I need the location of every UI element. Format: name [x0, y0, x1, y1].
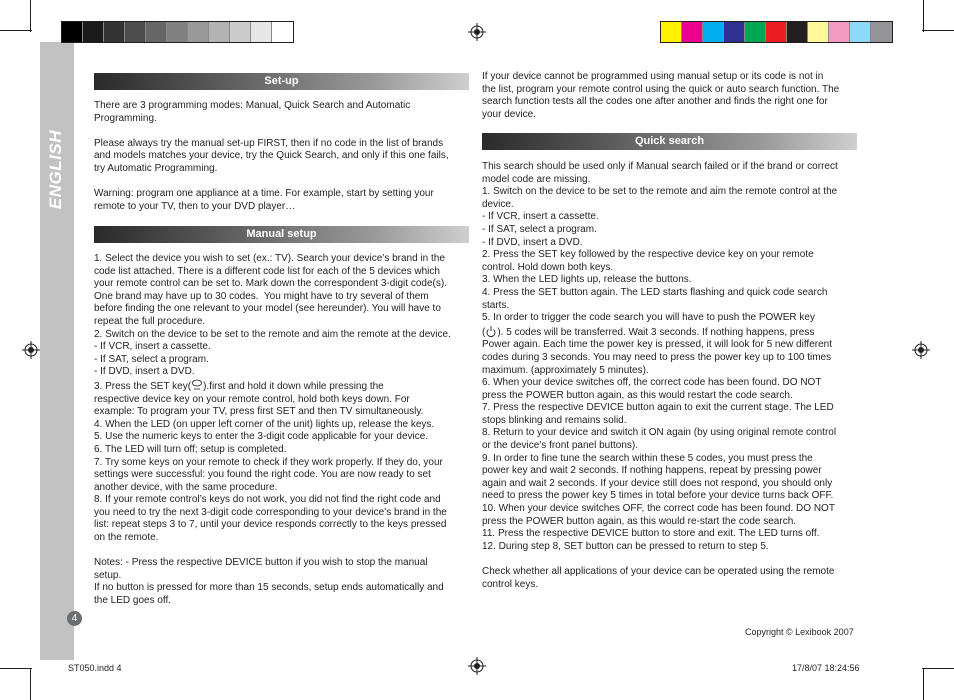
text-line: setup. — [94, 569, 122, 581]
text-line: and models matches your device, try the Quick Search, and only if this one fails, — [94, 150, 449, 162]
crop-mark — [0, 668, 32, 669]
text-line: - If SAT, select a program. — [482, 223, 597, 235]
text-line: - If SAT, select a program. — [94, 353, 209, 365]
color-swatch — [745, 22, 766, 42]
text-line: 7. Press the respective DEVICE button again to exit the current stage. The LED — [482, 402, 834, 414]
power-text-pre: ( — [482, 326, 486, 338]
color-swatch — [62, 22, 83, 42]
color-swatch — [230, 22, 251, 42]
text-line: 2. Press the SET key followed by the respective device key on your remote — [482, 249, 814, 261]
page-number: 4 — [67, 611, 82, 626]
color-swatch — [104, 22, 125, 42]
color-swatch — [850, 22, 871, 42]
manual-setup-header: Manual setup — [94, 226, 469, 243]
text-line: code list attached. There is a different code list for each of the 5 devices which — [94, 265, 440, 277]
text-line: - If VCR, insert a cassette. — [94, 341, 211, 353]
crop-mark — [30, 0, 31, 32]
text-line: stops blinking and remains solid. — [482, 414, 627, 426]
color-swatch — [724, 22, 745, 42]
text-line: There are 3 programming modes: Manual, Quick Search and Automatic — [94, 100, 411, 111]
crop-mark — [923, 0, 924, 32]
text-line: Warning: program one appliance at a time. For example, start by setting your — [94, 188, 434, 200]
manual-setup-text — [94, 253, 472, 608]
text-line: try Automatic Programming. — [94, 162, 218, 174]
color-swatch — [125, 22, 146, 42]
color-swatch — [209, 22, 230, 42]
footer-file-info: ST050.indd 4 — [68, 663, 122, 673]
color-swatch — [787, 22, 808, 42]
text-line: 12. During step 8, SET button can be pressed to return to step 5. — [482, 540, 769, 552]
color-swatch — [661, 22, 682, 42]
text-line: 10. When your device switches OFF, the correct code has been found. DO NOT — [482, 503, 835, 515]
text-line: model code are missing. — [482, 173, 591, 185]
text-line: codes during 3 seconds. You may need to press the power key up to 100 times — [482, 351, 832, 363]
text-line: 6. The LED will turn off; setup is completed. — [94, 443, 287, 455]
registration-mark-icon — [468, 657, 486, 675]
text-line: again and wait 2 seconds. If your device still does not respond, you should only — [482, 477, 833, 489]
color-swatch — [871, 22, 892, 42]
text-line: device. — [482, 198, 514, 210]
text-line: 2. Switch on the device to be set to the remote and aim the remote at the device. — [94, 328, 451, 340]
text-line: Notes: - Press the respective DEVICE button if you wish to stop the manual — [94, 557, 428, 569]
text-line: starts. — [482, 299, 510, 311]
color-swatch — [829, 22, 850, 42]
text-line: need to press the power key 5 times in total before your device turns back OFF. — [482, 490, 834, 502]
crop-mark — [922, 30, 954, 31]
color-swatch — [766, 22, 787, 42]
text-line: before finding the one relevant to your model (see hereunder). You will have to — [94, 303, 441, 315]
text-line: respective device key on your remote control, hold both keys down. For — [94, 393, 410, 405]
text-line: 9. In order to fine tune the search within these 5 codes, you must press the — [482, 452, 813, 464]
step3-text-post: ).first and hold it down while pressing the — [203, 380, 384, 392]
text-line: If no button is pressed for more than 15 seconds, setup ends automatically and — [94, 582, 444, 594]
text-line — [94, 125, 470, 138]
text-line: control keys. — [482, 578, 539, 590]
set-key-icon — [191, 379, 203, 391]
text-line: One brand may have up to 30 codes. You might have to try several of them — [94, 290, 429, 302]
text-line — [94, 545, 472, 558]
text-line: 1. Select the device you wish to set (ex.: TV). Search your device’s brand in the — [94, 253, 445, 264]
text-line: power key and wait 2 seconds. If nothing happens, repeat by pressing power — [482, 465, 822, 477]
color-swatch — [146, 22, 167, 42]
footer-timestamp: 17/8/07 18:24:56 — [792, 663, 860, 673]
text-line: remote to your TV, then to your DVD player… — [94, 200, 296, 212]
text-line: - If DVD, insert a DVD. — [482, 236, 583, 248]
text-line: press the POWER button again, as this would restart the code search. — [482, 389, 793, 401]
text-line: press the POWER button again, as this would re-start the code search. — [482, 515, 797, 527]
text-line: maximum. (approximately 5 minutes). — [482, 364, 649, 376]
color-swatch — [682, 22, 703, 42]
text-line: settings were successful: you found the right code. You are now ready to set — [94, 469, 431, 481]
color-swatch — [167, 22, 188, 42]
color-swatch — [83, 22, 104, 42]
registration-mark-icon — [468, 23, 486, 41]
registration-mark-icon — [912, 341, 930, 359]
intro-text — [482, 71, 860, 121]
text-line — [94, 176, 470, 189]
text-line: If your device cannot be programmed using manual setup or its code is not in — [482, 71, 824, 82]
text-line: the list, program your remote control using the quick or auto search function. The — [482, 83, 840, 95]
text-line: 8. If your remote control’s keys do not work, you did not find the right code and — [94, 494, 441, 506]
text-line: example: To program your TV, press first SET and then TV simultaneously. — [94, 406, 424, 418]
setup-header: Set-up — [94, 73, 469, 90]
color-swatch — [188, 22, 209, 42]
language-label: ENGLISH — [46, 130, 65, 210]
text-line: - If DVD, insert a DVD. — [94, 366, 195, 378]
crop-mark — [923, 668, 924, 700]
text-line: search function tests all the codes one after another and finds the right one for — [482, 96, 828, 108]
text-line: your remote control can be set to. Mark down the correspondent 3-digit code(s). — [94, 278, 447, 290]
text-line: 7. Try some keys on your remote to check if they work properly. If they do, your — [94, 456, 443, 468]
power-line — [482, 325, 860, 340]
text-line — [482, 553, 860, 566]
text-line: 4. Press the SET button again. The LED starts flashing and quick code search — [482, 286, 828, 298]
step3-line — [94, 379, 472, 394]
setup-text — [94, 100, 470, 213]
text-line: the LED goes off. — [94, 595, 172, 607]
text-line: Please always try the manual set-up FIRST, then if no code in the list of brands — [94, 137, 444, 149]
text-line: 4. When the LED (on upper left corner of the unit) lights up, release the keys. — [94, 418, 435, 430]
step3-text-pre: 3. Press the SET key( — [94, 380, 192, 392]
text-line: control. Hold down both keys. — [482, 261, 614, 273]
gray-color-bar — [61, 21, 294, 43]
text-line: repeat the full procedure. — [94, 315, 206, 327]
text-line: Check whether all applications of your device can be operated using the remote — [482, 566, 835, 577]
text-line: list: repeat steps 3 to 7, until your device responds correctly to the keys pressed — [94, 519, 447, 531]
text-line: 11. Press the respective DEVICE button to store and exit. The LED turns off. — [482, 528, 820, 540]
text-line: 6. When your device switches off, the correct code has been found. DO NOT — [482, 377, 822, 389]
registration-mark-icon — [22, 341, 40, 359]
text-line: 3. When the LED lights up, release the buttons. — [482, 274, 692, 286]
quick-search-text — [482, 161, 860, 591]
text-line: Power again. Each time the power key is pressed, it will look for 5 new different — [482, 339, 832, 351]
power-icon — [485, 325, 497, 337]
power-text-post: ). 5 codes will be transferred. Wait 3 seconds. If nothing happens, press — [497, 326, 815, 338]
text-line: your device. — [482, 108, 536, 120]
text-line: This search should be used only if Manual search failed or if the brand or correct — [482, 161, 838, 172]
text-line: you need to try the next 3-digit code corresponding to your device’s brand in the — [94, 506, 447, 518]
text-line: - If VCR, insert a cassette. — [482, 211, 599, 223]
color-swatch — [808, 22, 829, 42]
crop-mark — [0, 30, 32, 31]
text-line: on the remote. — [94, 532, 159, 544]
text-line: Programming. — [94, 112, 157, 124]
crop-mark — [30, 668, 31, 700]
copyright: Copyright © Lexibook 2007 — [745, 627, 854, 637]
text-line: 1. Switch on the device to be set to the remote and aim the remote control at the — [482, 186, 838, 198]
text-line: 5. In order to trigger the code search you will have to push the POWER key — [482, 312, 815, 324]
text-line: 8. Return to your device and switch it ON again (by using original remote control — [482, 427, 837, 439]
text-line: another device, with the same procedure. — [94, 481, 278, 493]
color-swatch — [703, 22, 724, 42]
quick-search-header: Quick search — [482, 133, 857, 150]
color-swatch — [251, 22, 272, 42]
color-swatch — [272, 22, 293, 42]
text-line: 5. Use the numeric keys to enter the 3-digit code applicable for your device. — [94, 431, 429, 443]
text-line: or the device’s front panel buttons). — [482, 440, 639, 452]
crop-mark — [922, 668, 954, 669]
process-color-bar — [660, 21, 893, 43]
